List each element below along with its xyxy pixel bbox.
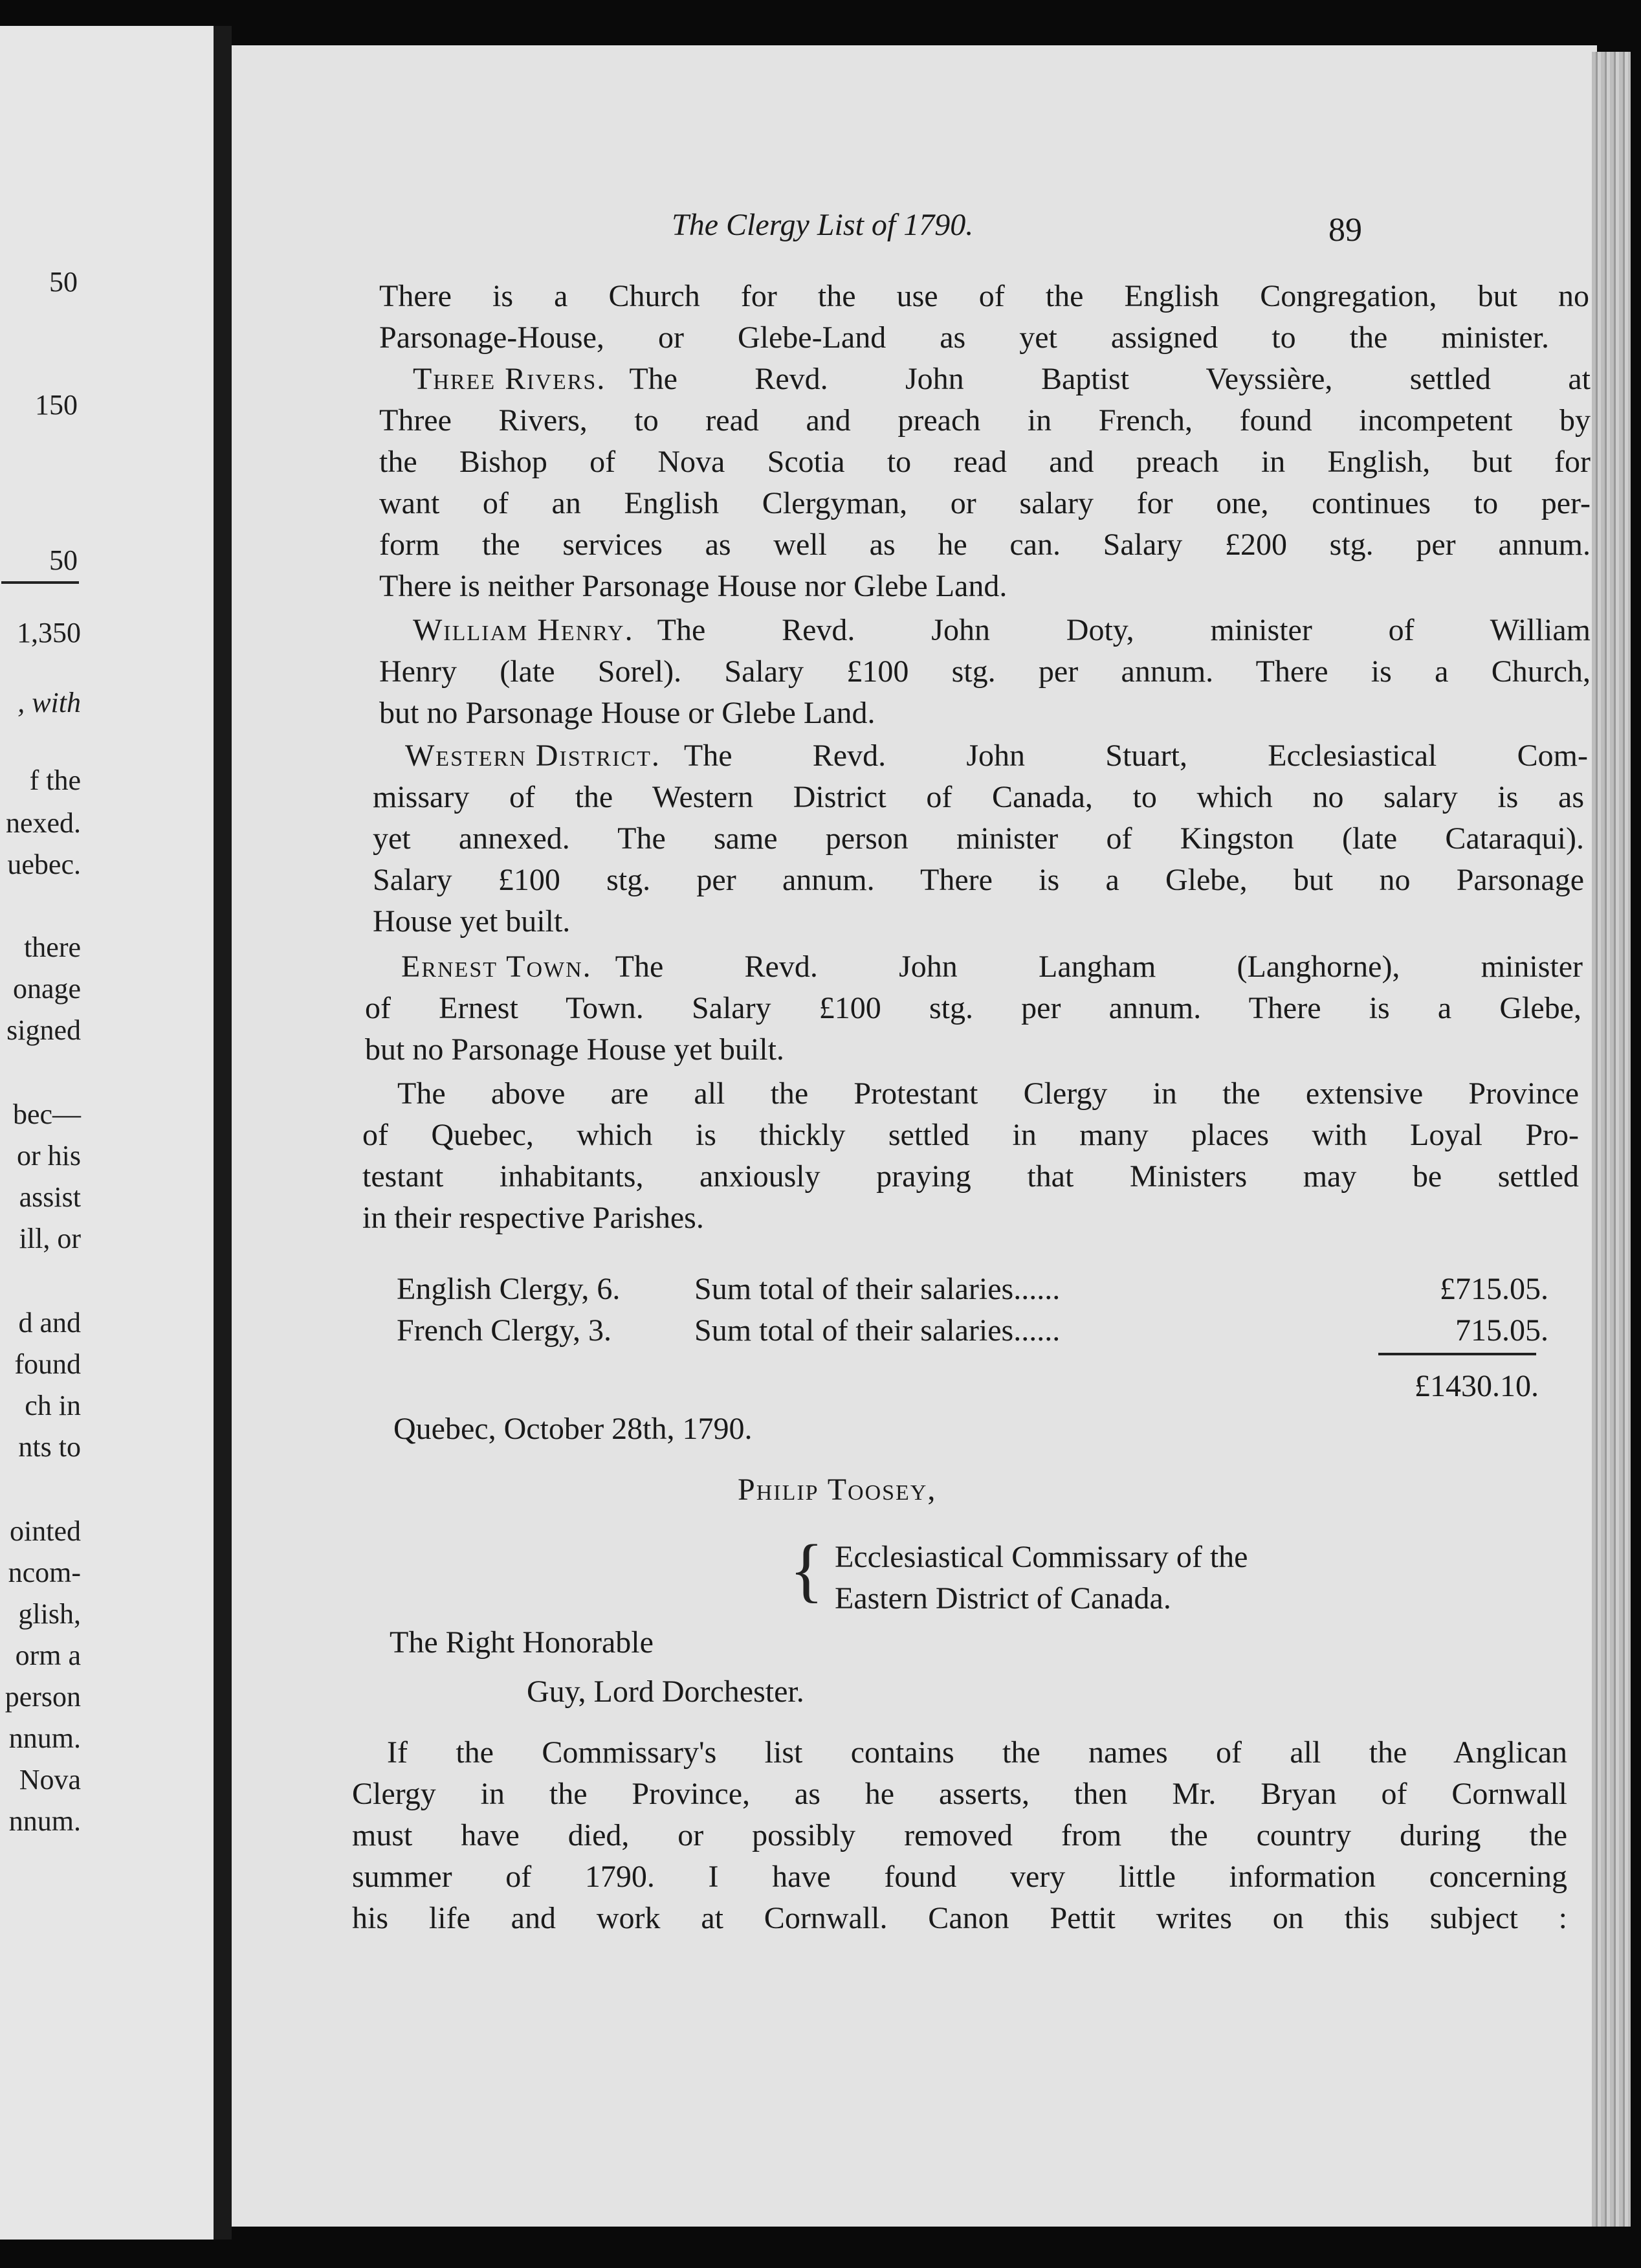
entry-line: but no Parsonage House yet built. [365, 1032, 784, 1067]
total-rule [1378, 1353, 1536, 1355]
left-fragment: ncom- [8, 1557, 81, 1588]
left-fragment: nnum. [8, 1722, 81, 1754]
intro-line: Parsonage-House, or Glebe-Land as yet assigned to the minister. [379, 320, 1549, 355]
entry-line: the Bishop of Nova Scotia to read and preach in English, but for [379, 445, 1591, 479]
entry-line: Henry (late Sorel). Salary £100 stg. per annum. There is a Church, [379, 654, 1591, 689]
left-total-rule [1, 581, 79, 584]
signature-name: Philip Toosey, [738, 1473, 937, 1507]
left-fragment: person [5, 1681, 81, 1713]
right-page [232, 45, 1597, 2227]
left-fragment: found [14, 1348, 81, 1380]
closing-line: his life and work at Cornwall. Canon Pettit writes on this subject : [352, 1901, 1567, 1935]
left-fragment: 50 [49, 544, 78, 576]
salary-label: French Clergy, 3. [397, 1313, 611, 1348]
summary-line: testant inhabitants, anxiously praying that Ministers may be settled [362, 1159, 1579, 1194]
left-fragment: ch in [25, 1390, 81, 1421]
left-fragment: assist [19, 1181, 81, 1213]
salary-description: Sum total of their salaries...... [694, 1313, 1061, 1348]
entry-line: yet annexed. The same person minister of Kingston (late Cataraqui). [373, 821, 1584, 856]
brace: { [789, 1530, 824, 1609]
left-fragment: f the [29, 764, 81, 796]
place-name: Western District. [405, 739, 661, 773]
page-edge [1592, 52, 1631, 2227]
left-page [0, 26, 214, 2240]
entry-line: House yet built. [373, 904, 571, 939]
entry-text: The Revd. John Stuart, Ecclesiastical Com- [683, 739, 1588, 773]
place-name: Ernest Town. [401, 950, 592, 984]
entry-text: The Revd. John Baptist Veyssière, settled at [629, 362, 1591, 396]
book-gutter [214, 26, 232, 2240]
left-fragment: 50 [49, 266, 78, 298]
addressee: Guy, Lord Dorchester. [527, 1674, 804, 1709]
salary-amount: 715.05. [1455, 1313, 1548, 1348]
salary-amount: £715.05. [1440, 1272, 1548, 1306]
summary-line: of Quebec, which is thickly settled in many places with Loyal Pro- [362, 1118, 1579, 1152]
left-fragment: signed [6, 1014, 81, 1046]
place-name: Three Rivers. [413, 362, 606, 396]
page-number: 89 [1328, 212, 1362, 249]
left-fragment: 150 [35, 389, 78, 421]
intro-line: There is a Church for the use of the English Congregation, but no [379, 279, 1589, 313]
left-fragment: onage [12, 973, 81, 1005]
closing-line: summer of 1790. I have found very little information concerning [352, 1860, 1567, 1894]
entry-line: There is neither Parsonage House nor Glebe Land. [379, 569, 1008, 603]
left-fragment: there [24, 931, 81, 963]
running-header: The Clergy List of 1790. [672, 208, 974, 242]
dateline: Quebec, October 28th, 1790. [393, 1412, 753, 1446]
left-fragment: nts to [18, 1431, 81, 1463]
entry-william-henry-first-line [413, 610, 1591, 651]
left-fragment: glish, [18, 1598, 81, 1630]
entry-line: Three Rivers, to read and preach in French, found incompetent by [379, 403, 1591, 438]
closing-line: must have died, or possibly removed from the country during the [352, 1818, 1567, 1852]
entry-line: form the services as well as he can. Salary £200 stg. per annum. [379, 528, 1591, 562]
left-fragment: Nova [19, 1764, 81, 1796]
salary-total: £1430.10. [1415, 1369, 1539, 1403]
left-fragment: uebec. [7, 849, 81, 880]
addressee: The Right Honorable [390, 1625, 654, 1660]
place-name: William Henry. [413, 613, 634, 647]
left-fragment: d and [18, 1307, 81, 1339]
entry-line: want of an English Clergyman, or salary for one, continues to per- [379, 486, 1591, 520]
entry-line: but no Parsonage House or Glebe Land. [379, 696, 876, 730]
left-fragment: ill, or [19, 1223, 81, 1254]
left-fragment: , with [17, 687, 81, 718]
left-fragment: or his [17, 1140, 81, 1172]
entry-text: The Revd. John Doty, minister of William [657, 613, 1591, 647]
left-fragment: 1,350 [17, 617, 81, 649]
salary-label: English Clergy, 6. [397, 1272, 621, 1306]
left-fragment: bec— [12, 1098, 81, 1130]
closing-line: Clergy in the Province, as he asserts, then Mr. Bryan of Cornwall [352, 1777, 1567, 1811]
left-fragment: nexed. [5, 807, 81, 839]
entry-line: Salary £100 stg. per annum. There is a Glebe, but no Parsonage [373, 863, 1584, 897]
left-fragment: orm a [15, 1640, 81, 1671]
summary-line: in their respective Parishes. [362, 1201, 704, 1235]
entry-ernest-town-first-line [401, 946, 1583, 988]
signature-title: Ecclesiastical Commissary of the [835, 1540, 1248, 1574]
left-fragment: ointed [10, 1515, 81, 1547]
entry-western-district-first-line [405, 735, 1588, 777]
summary-line: The above are all the Protestant Clergy in the extensive Province [397, 1076, 1579, 1111]
entry-three-rivers-first-line [413, 359, 1591, 400]
salary-description: Sum total of their salaries...... [694, 1272, 1061, 1306]
closing-line: If the Commissary's list contains the names of all the Anglican [387, 1735, 1567, 1770]
signature-title: Eastern District of Canada. [835, 1581, 1171, 1616]
entry-text: The Revd. John Langham (Langhorne), minister [615, 950, 1583, 984]
left-fragment: nnum. [8, 1805, 81, 1837]
entry-line: missary of the Western District of Canada, to which no salary is as [373, 780, 1584, 814]
entry-line: of Ernest Town. Salary £100 stg. per annum. There is a Glebe, [365, 991, 1581, 1025]
